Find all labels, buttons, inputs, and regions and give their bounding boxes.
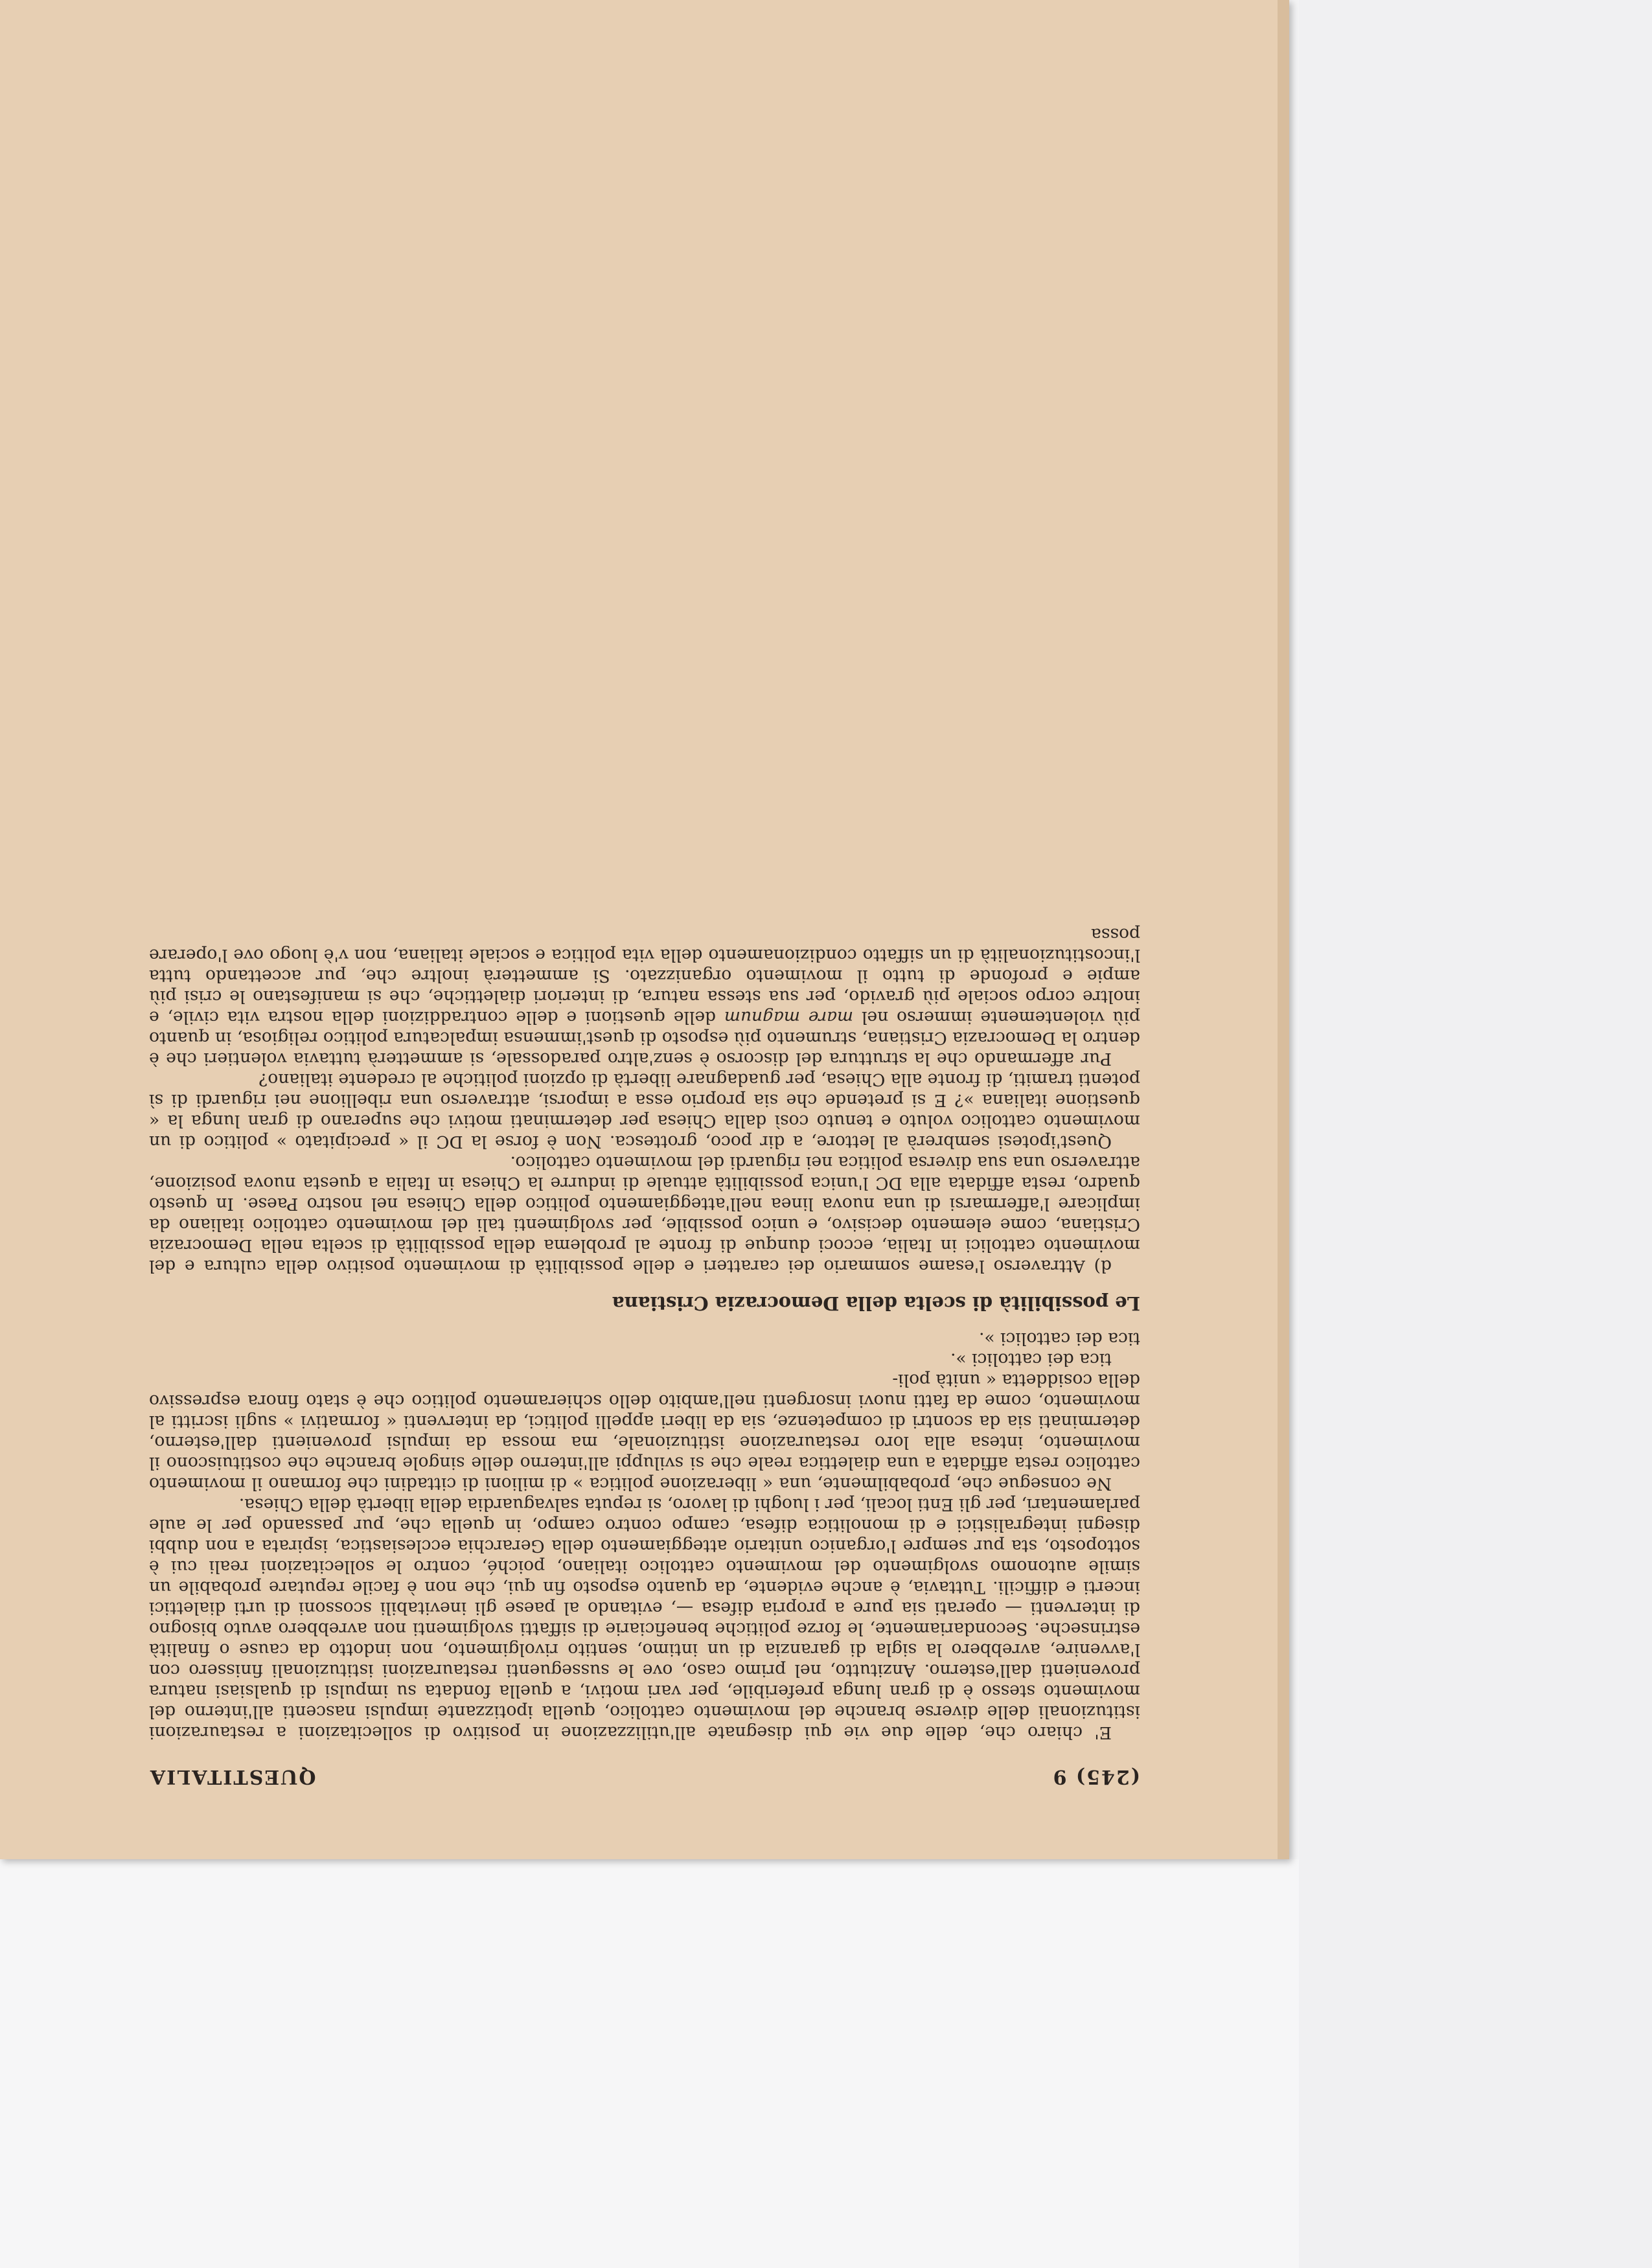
closing-line: tica dei cattolici ». bbox=[979, 1329, 1140, 1349]
paragraph-hypothesis: Quest'ipotesi sembrerà al lettore, a dir poco, grottesca. Non è forse la DC il « precipitato » politico di un movimento cattolico voluto e tenuto così dalla Chiesa per determinati motivi che superano di gran lunga la « questione italiana »? E si pretende che sia proprio essa a imporsi, attraverso una ribellione nei riguardi di sì potenti tramiti, di fronte alla Chiesa, per guadagnare libertà di opzioni politiche al credente italiano? bbox=[149, 1070, 1140, 1152]
paragraph-two-ways: Ne consegue che, probabilmente, una « liberazione politica » di milioni di cittadini che formano il movimento cattolico resta affidata a una dialettica reale che si sviluppi all'interno delle singole branche che costituiscono il movimento, intesa alla loro restaurazione istituzionale, ma mossa da impulsi provenienti dall'esterno, determinati sia da scontri di competenze, sia da liberi appelli politici, da interventi « formativi » sugli iscritti al movimento, come da fatti nuovi insorgenti nell'ambito dello schieramento politico che è stato finora espressivo della cosiddetta « unità poli- bbox=[149, 1370, 1140, 1494]
page-edge bbox=[1278, 0, 1289, 1859]
section-title: Le possibilità di scelta della Democrazia Cristiana bbox=[612, 1292, 1140, 1314]
paragraph-contribution: E' chiaro che, delle due vie qui disegnate all'utilizzazione in positivo di sollecitazioni a restaurazioni istituzionali delle diverse branche del movimento cattolico, quella ipotizzante impulsi nascenti all'interno del movimento stesso è di gran lunga preferibile, per vari motivi, a quella fondata su impulsi di qualsiasi natura provenienti dall'esterno. Anzitutto, nel primo caso, ove le susseguenti restaurazioni istituzionali finissero con l'avvenire, avrebbero la sigla di garanzia di un intimo, sentito rivolgimento, non indotto da cause o finalità estrinseche. Secondariamente, le forze politiche beneficiarie di siffatti svolgimenti non avrebbero avuto bisogno di interventi — operati sia pure a propria difesa —, evitando al paese gli inevitabili scossoni di urti dialettici incerti e difficili. Tuttavia, è anche evidente, da quanto esposto fin qui, che non è facile reputare probabile un simile autonomo svolgimento del movimento cattolico italiano, poiché, contro le sollecitazioni reali cui è sottoposto, sta pur sempre l'organico unitario atteggiamento della Gerarchia ecclesiastica, ispirata a non dubbi disegni integralistici e di monolitica difesa, campo contro campo, in quella che, pur passando per le aule parlamentari, per gli Enti locali, per i luoghi di lavoro, si reputa salvaguardia della libertà della Chiesa. bbox=[149, 1495, 1140, 1743]
page-number: (245) 9 bbox=[1051, 1765, 1140, 1788]
paragraph-consequence: tica dei cattolici ». bbox=[950, 1349, 1112, 1369]
upside-down-text-block bbox=[149, 117, 1140, 1788]
paragraph-affirming: Pur affermando che la struttura del discorso è senz'altro paradossale, si ammetterà tuttavia volentieri che è dentro la Democrazia Cristiana, strumento più esposto di quest'immensa impalcatura politico religiosa, in quanto più violentemente immerso nel mare magnum delle questioni e delle contraddizioni della nostra vita civile, e inoltre corpo sociale più gravido, per sua stessa natura, di interiori dialettiche, che si manifestano le crisi più ampie e profonde di tutto il movimento organizzato. Si ammetterà inoltre che, pur accettando tutta l'incostituzionalità di un siffatto condizionamento della vita politica e sociale italiana, non v'è luogo ove l'operare possa bbox=[149, 924, 1140, 1069]
paragraph-d: d) Attraverso l'esame sommario dei caratteri e delle possibilità di movimento positivo della cultura e del movimento cattolici in Italia, eccoci dunque di fronte al problema della possibilità di scelta nella Democrazia Cristiana, come elemento decisivo, e unico possibile, per svolgimenti tali del movimento cattolico italiano da implicare l'affermarsi di una nuova linea nell'atteggiamento politico della Chiesa nel nostro Paese. In questo quadro, resta affidata alla DC l'unica possibilità attuale di indurre la Chiesa in Italia a questa nuova posizione, attraverso una sua diversa politica nei riguardi del movimento cattolico. bbox=[149, 1152, 1140, 1276]
scanner-margin-right bbox=[1299, 0, 1652, 2268]
running-head bbox=[149, 1765, 1140, 1788]
paragraph-closing bbox=[149, 1328, 1140, 1349]
journal-title: QUESTITALIA bbox=[149, 1765, 316, 1788]
scanner-margin-bottom bbox=[0, 1859, 1299, 2268]
body-text bbox=[149, 924, 1140, 1743]
